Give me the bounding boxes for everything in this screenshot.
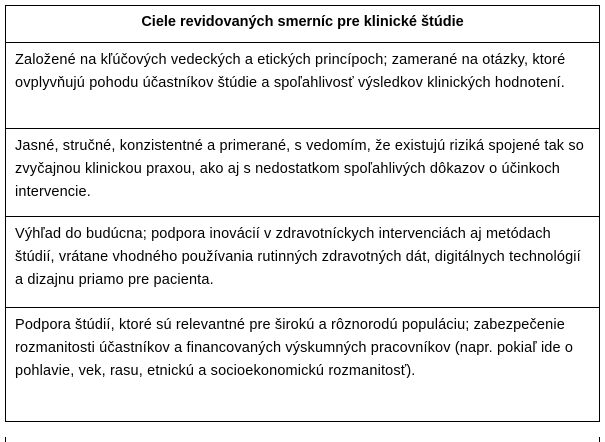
table-title: Ciele revidovaných smerníc pre klinické štúdie [141, 14, 464, 30]
table-row [6, 308, 600, 422]
table-cell [6, 217, 600, 308]
cell-text: Podpora štúdií, ktoré sú relevantné pre širokú a rôznorodú populáciu; zabezpečenie rozmanitosti účastníkov a financovaných výskumných pracovníkov (napr. pokiaľ ide o pohlavie, vek, rasu, etnickú a socioekonomickú rozmanitosť). [15, 317, 574, 379]
table-cell [6, 43, 600, 129]
table-row [6, 43, 600, 129]
cell-text: Výhľad do budúcna; podpora inovácií v zdravotníckych intervenciách aj metódach štúdií, vrátane vhodného používania rutinných zdravotných dát, digitálnych technológií a dizajnu priamo pre pacienta. [15, 226, 581, 288]
table-title-cell [6, 6, 600, 43]
table-row [6, 129, 600, 217]
table-header-row [6, 6, 600, 43]
cell-text: Jasné, stručné, konzistentné a primerané, s vedomím, že existujú riziká spojené tak so zvyčajnou klinickou praxou, ako aj s nedostatkom spoľahlivých dôkazov o účinkoch intervencie. [15, 138, 584, 200]
table-row [6, 217, 600, 308]
table-continuation-edge [5, 437, 600, 442]
cell-text: Založené na kľúčových vedeckých a etických princípoch; zamerané na otázky, ktoré ovplyvňujú pohodu účastníkov štúdie a spoľahlivosť výsledkov klinických hodnotení. [15, 52, 566, 91]
table-cell [6, 308, 600, 422]
table-cell [6, 129, 600, 217]
objectives-table [5, 5, 600, 422]
